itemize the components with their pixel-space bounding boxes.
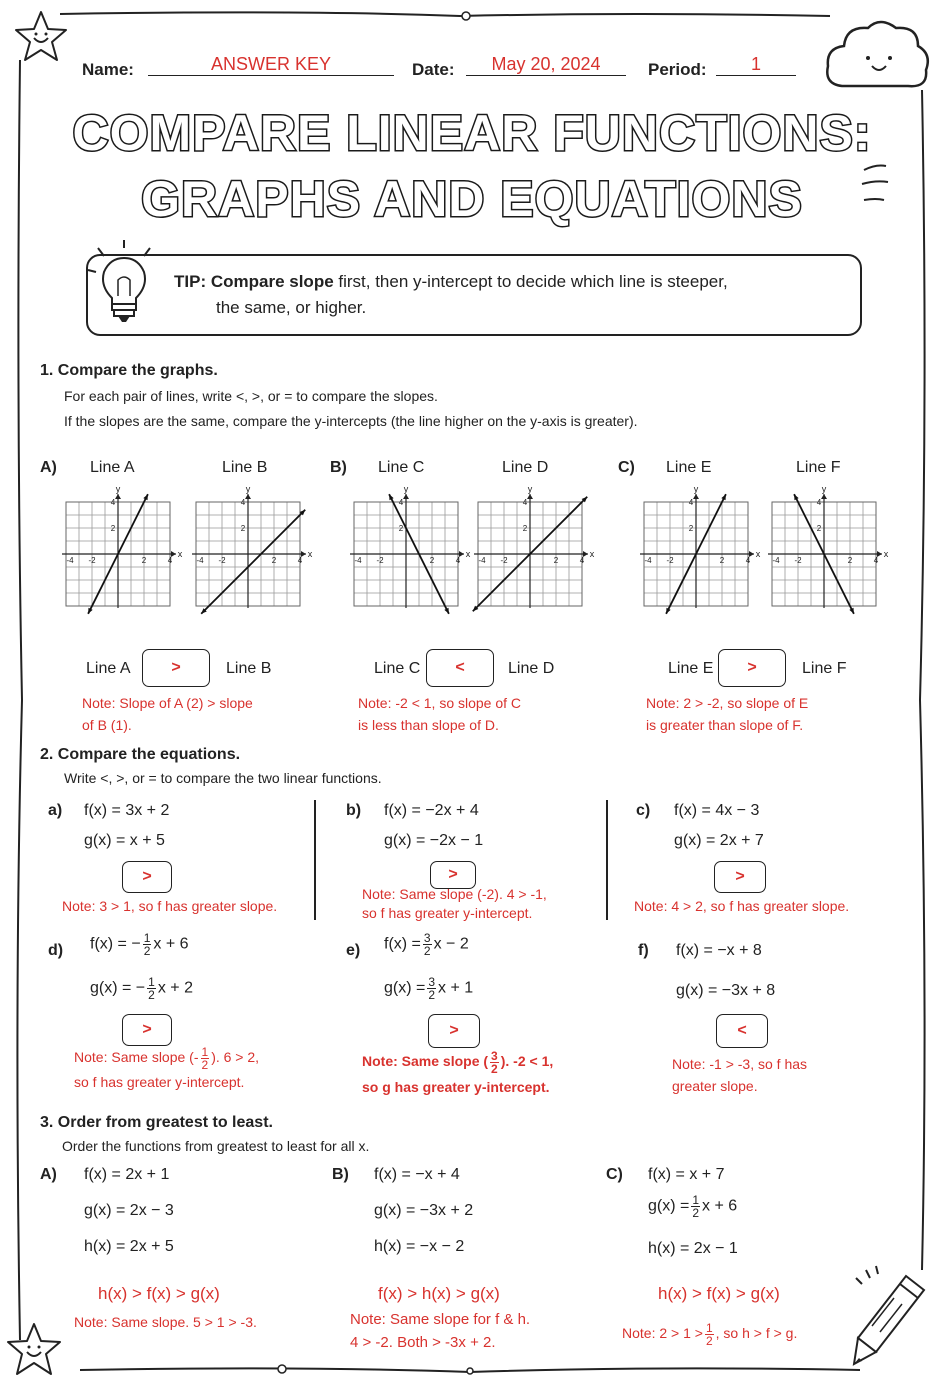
eq-d-f-prefix: f(x) = − <box>90 935 141 953</box>
eq-c-f: f(x) = 4x − 3 <box>674 802 760 819</box>
svg-text:x: x <box>307 549 313 559</box>
eq-d-f-fraction: $\frac{1}{2}$ <box>143 931 151 958</box>
pair-a-note2: of B (1). <box>82 717 132 733</box>
eq-e-note1: Note: Same slope ( $\frac{3}{2}$ ). -2 < 1, <box>362 1049 554 1076</box>
svg-text:2: 2 <box>110 524 116 533</box>
svg-text:y: y <box>403 484 409 494</box>
pair-b-letter: B) <box>330 459 347 476</box>
tip-line2: the same, or higher. <box>216 298 367 317</box>
date-value[interactable]: May 20, 2024 <box>466 54 626 76</box>
pair-c-note2: is greater than slope of F. <box>646 717 804 733</box>
svg-text:-2: -2 <box>794 556 802 565</box>
eq-b-f: f(x) = −2x + 4 <box>384 802 479 819</box>
eq-b-note1: Note: Same slope (-2). 4 > -1, <box>362 886 547 902</box>
svg-text:4: 4 <box>522 498 528 507</box>
svg-text:2: 2 <box>240 524 246 533</box>
eq-f-letter: f) <box>638 942 649 959</box>
order-b-note2: 4 > -2. Both > -3x + 2. <box>350 1334 496 1351</box>
eq-d-f <box>90 932 189 957</box>
svg-text:4: 4 <box>455 556 461 565</box>
svg-text:-2: -2 <box>666 556 674 565</box>
svg-text:2: 2 <box>271 556 277 565</box>
pair-c-answer-box[interactable]: > <box>718 649 786 687</box>
order-a-h: h(x) = 2x + 5 <box>84 1238 174 1255</box>
svg-text:4: 4 <box>240 498 246 507</box>
order-c-g <box>648 1194 737 1219</box>
pair-b-right-label: Line D <box>508 660 555 677</box>
svg-text:4: 4 <box>873 556 879 565</box>
order-b-f: f(x) = −x + 4 <box>374 1166 460 1183</box>
svg-text:-2: -2 <box>88 556 96 565</box>
pair-b-left-label: Line C <box>374 660 421 677</box>
eq-e-f <box>384 932 469 957</box>
period-label: Period: <box>648 60 707 79</box>
pair-c-right-name: Line F <box>796 459 841 476</box>
eq-e-g-prefix: g(x) = <box>384 979 426 997</box>
eq-f-answer-box[interactable]: < <box>716 1014 768 1048</box>
svg-text:x: x <box>755 549 761 559</box>
eq-d-g-prefix: g(x) = − <box>90 979 146 997</box>
pair-a-letter: A) <box>40 459 57 476</box>
svg-text:y: y <box>527 484 533 494</box>
svg-text:2: 2 <box>816 524 822 533</box>
eq-c-answer-box[interactable]: > <box>714 861 766 893</box>
divider-row1-left <box>314 800 316 920</box>
order-a-f: f(x) = 2x + 1 <box>84 1166 170 1183</box>
svg-text:4: 4 <box>297 556 303 565</box>
eq-e-f-prefix: f(x) = <box>384 935 421 953</box>
eq-b-note2: so f has greater y-intercept. <box>362 905 533 921</box>
eq-d-note1: Note: Same slope (- $\frac{1}{2}$ ). 6 > 2, <box>74 1045 260 1072</box>
svg-text:-4: -4 <box>196 556 204 565</box>
name-label: Name: <box>82 60 134 79</box>
eq-d-g-suffix: x + 2 <box>157 979 193 997</box>
graph-line-c <box>346 480 471 630</box>
svg-text:-4: -4 <box>478 556 486 565</box>
section3-instruction: Order the functions from greatest to least for all x. <box>62 1138 370 1154</box>
svg-text:4: 4 <box>398 498 404 507</box>
order-a-answer[interactable]: h(x) > f(x) > g(x) <box>98 1284 220 1303</box>
eq-e-g <box>384 976 473 1001</box>
svg-text:y: y <box>245 484 251 494</box>
svg-text:x: x <box>589 549 595 559</box>
eq-e-g-suffix: x + 1 <box>438 979 474 997</box>
graph-line-a <box>58 480 183 630</box>
pair-c-note1: Note: 2 > -2, so slope of E <box>646 695 809 711</box>
page-title-line1: COMPARE LINEAR FUNCTIONS: <box>72 105 872 161</box>
svg-text:2: 2 <box>429 556 435 565</box>
eq-f-g: g(x) = −3x + 8 <box>676 982 776 999</box>
svg-text:y: y <box>693 484 699 494</box>
eq-c-note: Note: 4 > 2, so f has greater slope. <box>634 898 850 914</box>
eq-e-f-fraction: $\frac{3}{2}$ <box>423 931 431 958</box>
svg-text:-2: -2 <box>500 556 508 565</box>
eq-d-f-suffix: x + 6 <box>153 935 189 953</box>
svg-text:-4: -4 <box>354 556 362 565</box>
order-c-g-prefix: g(x) = <box>648 1197 690 1215</box>
tip-text1: first, then y-intercept to decide which line is steeper, <box>333 272 728 291</box>
eq-e-letter: e) <box>346 942 361 959</box>
pair-a-right-name: Line B <box>222 459 268 476</box>
pair-a-answer-box[interactable]: > <box>142 649 210 687</box>
sparkle-lines-icon <box>856 160 896 216</box>
divider-row1-right <box>606 800 608 920</box>
section1-instruction2: If the slopes are the same, compare the y-intercepts (the line higher on the y-axis is greater). <box>64 413 638 429</box>
svg-text:2: 2 <box>522 524 528 533</box>
eq-e-answer-box[interactable]: > <box>428 1014 480 1048</box>
order-c-letter: C) <box>606 1166 623 1183</box>
svg-text:-2: -2 <box>218 556 226 565</box>
pair-c-left-name: Line E <box>666 459 712 476</box>
date-label: Date: <box>412 60 455 79</box>
eq-a-letter: a) <box>48 802 63 819</box>
star-doodle-icon <box>12 8 70 66</box>
eq-e-g-fraction: $\frac{3}{2}$ <box>428 975 436 1002</box>
svg-text:2: 2 <box>141 556 147 565</box>
section1-heading: 1. Compare the graphs. <box>40 362 218 379</box>
order-c-f: f(x) = x + 7 <box>648 1166 725 1183</box>
star-doodle-bottom-icon <box>4 1320 64 1380</box>
pair-b-left-name: Line C <box>378 459 425 476</box>
eq-d-answer-box[interactable]: > <box>122 1014 172 1046</box>
eq-a-answer-box[interactable]: > <box>122 861 172 893</box>
pair-c-letter: C) <box>618 459 635 476</box>
eq-c-g: g(x) = 2x + 7 <box>674 832 764 849</box>
svg-text:2: 2 <box>553 556 559 565</box>
tip-box <box>86 254 862 336</box>
eq-a-f: f(x) = 3x + 2 <box>84 802 170 819</box>
eq-d-g-fraction: $\frac{1}{2}$ <box>148 975 155 1002</box>
page-title-line2: GRAPHS AND EQUATIONS <box>141 171 803 227</box>
graph-line-d <box>470 480 595 630</box>
pair-a-left-label: Line A <box>86 660 131 677</box>
order-b-h: h(x) = −x − 2 <box>374 1238 465 1255</box>
pair-b-answer-box[interactable]: < <box>426 649 494 687</box>
eq-f-f: f(x) = −x + 8 <box>676 942 762 959</box>
graph-line-e <box>636 480 761 630</box>
pair-b-note1: Note: -2 < 1, so slope of C <box>358 695 522 711</box>
pencil-doodle-icon <box>840 1262 936 1374</box>
eq-e-f-suffix: x − 2 <box>433 935 469 953</box>
eq-f-note1: Note: -1 > -3, so f has <box>672 1056 808 1072</box>
svg-text:4: 4 <box>816 498 822 507</box>
tip-line1 <box>174 272 728 292</box>
pair-a-right-label: Line B <box>226 660 272 677</box>
eq-c-letter: c) <box>636 802 651 819</box>
pair-b-right-name: Line D <box>502 459 549 476</box>
eq-d-g <box>90 976 193 1001</box>
eq-a-note: Note: 3 > 1, so f has greater slope. <box>62 898 278 914</box>
eq-d-note2: so f has greater y-intercept. <box>74 1074 245 1090</box>
svg-text:x: x <box>177 549 183 559</box>
cloud-doodle-icon <box>822 16 934 100</box>
pair-a-left-name: Line A <box>90 459 135 476</box>
svg-text:2: 2 <box>847 556 853 565</box>
order-c-answer[interactable]: h(x) > f(x) > g(x) <box>658 1284 780 1303</box>
order-b-letter: B) <box>332 1166 349 1183</box>
svg-text:4: 4 <box>579 556 585 565</box>
eq-f-note2: greater slope. <box>672 1078 758 1094</box>
lightbulb-icon <box>84 236 164 328</box>
pair-b-note2: is less than slope of D. <box>358 717 499 733</box>
eq-e-note2: so g has greater y-intercept. <box>362 1079 550 1095</box>
tip-label: TIP: <box>174 272 207 291</box>
svg-text:4: 4 <box>688 498 694 507</box>
pair-c-left-label: Line E <box>668 660 714 677</box>
order-b-answer[interactable]: f(x) > h(x) > g(x) <box>378 1284 500 1303</box>
eq-d-letter: d) <box>48 942 64 959</box>
section1-instruction1: For each pair of lines, write <, >, or = to compare the slopes. <box>64 388 438 404</box>
name-value[interactable]: ANSWER KEY <box>148 54 394 76</box>
svg-text:-2: -2 <box>376 556 384 565</box>
svg-text:2: 2 <box>398 524 404 533</box>
svg-text:x: x <box>883 549 889 559</box>
order-c-g-suffix: x + 6 <box>702 1197 738 1215</box>
svg-text:2: 2 <box>688 524 694 533</box>
order-a-letter: A) <box>40 1166 57 1183</box>
order-c-g-fraction: $\frac{1}{2}$ <box>692 1193 700 1220</box>
eq-b-letter: b) <box>346 802 362 819</box>
order-c-note: Note: 2 > 1 > $\frac{1}{2}$ , so h > f > g. <box>622 1321 798 1348</box>
pair-a-note1: Note: Slope of A (2) > slope <box>82 695 253 711</box>
svg-text:y: y <box>115 484 121 494</box>
eq-b-g: g(x) = −2x − 1 <box>384 832 484 849</box>
svg-text:4: 4 <box>110 498 116 507</box>
svg-text:4: 4 <box>167 556 173 565</box>
section2-heading: 2. Compare the equations. <box>40 746 241 763</box>
tip-bold-text: Compare slope <box>210 272 334 291</box>
svg-text:-4: -4 <box>644 556 652 565</box>
graph-line-b <box>188 480 313 630</box>
eq-b-answer-box[interactable]: > <box>430 861 476 889</box>
svg-text:-4: -4 <box>66 556 74 565</box>
svg-text:y: y <box>821 484 827 494</box>
order-b-note1: Note: Same slope for f & h. <box>350 1311 531 1328</box>
section3-heading: 3. Order from greatest to least. <box>40 1114 273 1131</box>
order-a-note: Note: Same slope. 5 > 1 > -3. <box>74 1314 257 1330</box>
graph-line-f <box>764 480 889 630</box>
pair-c-right-label: Line F <box>802 660 847 677</box>
period-value[interactable]: 1 <box>716 54 796 76</box>
svg-text:-4: -4 <box>772 556 780 565</box>
svg-text:x: x <box>465 549 471 559</box>
section2-instruction: Write <, >, or = to compare the two linear functions. <box>64 770 382 786</box>
order-a-g: g(x) = 2x − 3 <box>84 1202 174 1219</box>
svg-text:2: 2 <box>719 556 725 565</box>
order-c-h: h(x) = 2x − 1 <box>648 1240 738 1257</box>
svg-text:4: 4 <box>745 556 751 565</box>
eq-a-g: g(x) = x + 5 <box>84 832 165 849</box>
order-b-g: g(x) = −3x + 2 <box>374 1202 474 1219</box>
